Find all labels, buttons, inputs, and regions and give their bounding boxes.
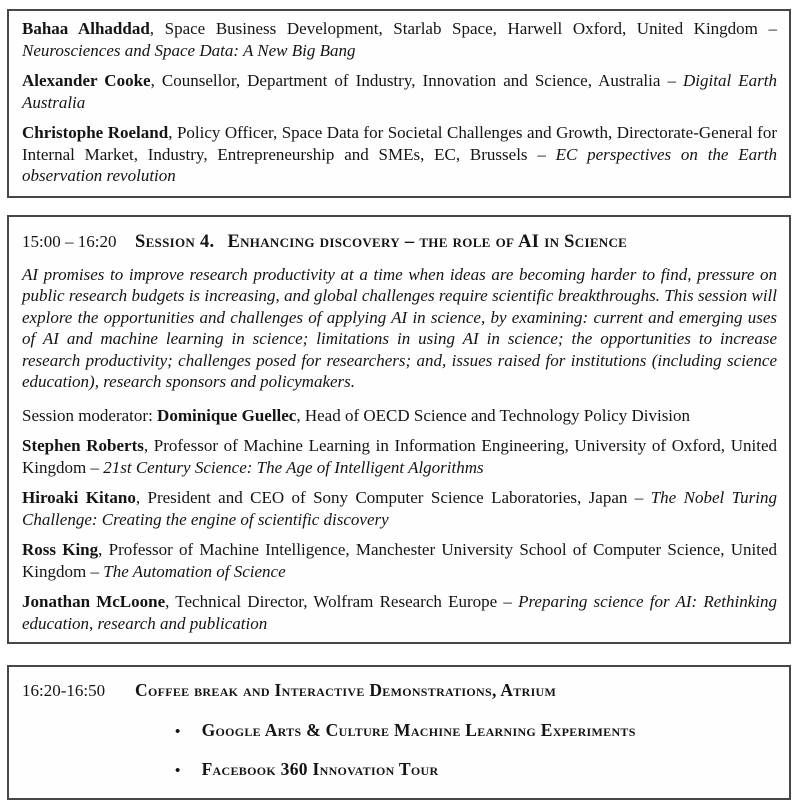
bullet-label: Google Arts & Culture Machine Learning Experiments: [201, 720, 636, 740]
speaker-entry: [22, 70, 777, 113]
list-item: [22, 719, 777, 743]
speaker-name: Ross King: [22, 540, 99, 559]
speaker-talk-title: The Automation of Science: [103, 561, 286, 581]
speaker-entry: [22, 487, 777, 530]
speaker-name: Hiroaki Kitano: [22, 488, 136, 507]
bullet-icon: •: [175, 763, 181, 779]
moderator-role: , Head of OECD Science and Technology Policy Division: [296, 405, 691, 425]
session-title-text: Enhancing discovery – the role of AI in Science: [227, 231, 628, 252]
session-4-box: [7, 215, 791, 645]
speaker-name: Jonathan McLoone: [22, 592, 166, 611]
speaker-entry: [22, 591, 777, 634]
speaker-name: Stephen Roberts: [22, 436, 144, 455]
bullet-label: Facebook 360 Innovation Tour: [201, 759, 439, 779]
session-description: AI promises to improve research productivity at a time when ideas are becoming harder to find, pressure on public research budgets is increasing, and global challenges require scientific breakthroughs. This session will explore the opportunities and challenges of applying AI in science, by examining: current and emerging uses of AI and machine learning in science; limitations in using AI in science; the opportunities to increase research productivity; challenges posed for researchers; and, issues raised for institutions (including science education), research sponsors and policymakers.: [22, 264, 777, 391]
speaker-talk-title: Digital Earth Australia: [22, 71, 777, 112]
break-bullet-list: [22, 719, 777, 782]
break-header: [22, 679, 777, 702]
speaker-name: Christophe Roeland: [22, 123, 169, 142]
speaker-talk-title: Neurosciences and Space Data: A New Big Bang: [22, 40, 356, 60]
session-title: [135, 231, 627, 254]
speaker-affiliation: , Space Business Development, Starlab Space, Harwell Oxford, United Kingdom –: [149, 19, 777, 38]
speaker-affiliation: , Policy Officer, Space Data for Societal Challenges and Growth, Directorate-General for Internal Market, Industry, Entrepreneurship and SMEs, EC, Brussels –: [22, 123, 777, 164]
speaker-talk-title: 21st Century Science: The Age of Intelligent Algorithms: [103, 457, 484, 477]
speaker-talk-title: EC perspectives on the Earth observation revolution: [22, 144, 777, 185]
speaker-affiliation: , Technical Director, Wolfram Research Europe –: [165, 592, 519, 611]
speaker-affiliation: , Professor of Machine Intelligence, Manchester University School of Computer Science, United Kingdom –: [22, 540, 777, 581]
speaker-affiliation: , Counsellor, Department of Industry, Innovation and Science, Australia –: [150, 71, 684, 90]
speaker-talk-title: The Nobel Turing Challenge: Creating the engine of scientific discovery: [22, 488, 777, 529]
list-item: [22, 758, 777, 782]
bullet-icon: •: [175, 724, 181, 740]
moderator-label: Session moderator:: [22, 405, 158, 425]
speaker-list-box: [7, 9, 791, 198]
moderator-line: [22, 405, 777, 427]
speaker-affiliation: , Professor of Machine Learning in Information Engineering, University of Oxford, United Kingdom –: [22, 436, 777, 477]
speaker-affiliation: , President and CEO of Sony Computer Science Laboratories, Japan –: [135, 488, 651, 507]
speaker-entry: [22, 18, 777, 61]
speaker-name: Bahaa Alhaddad: [22, 19, 150, 38]
moderator-name: Dominique Guellec: [157, 405, 297, 425]
session-number: Session 4.: [135, 231, 215, 252]
speaker-entry: [22, 539, 777, 582]
speaker-entry: [22, 122, 777, 187]
break-time: 16:20-16:50: [22, 681, 106, 700]
session-time: 15:00 – 16:20: [22, 231, 117, 251]
break-title: Coffee break and Interactive Demonstrations, Atrium: [135, 680, 557, 700]
speaker-talk-title: Preparing science for AI: Rethinking education, research and publication: [22, 592, 777, 633]
coffee-break-box: [7, 665, 791, 800]
speaker-name: Alexander Cooke: [22, 71, 151, 90]
session-header: [22, 230, 777, 254]
speaker-entry: [22, 435, 777, 478]
